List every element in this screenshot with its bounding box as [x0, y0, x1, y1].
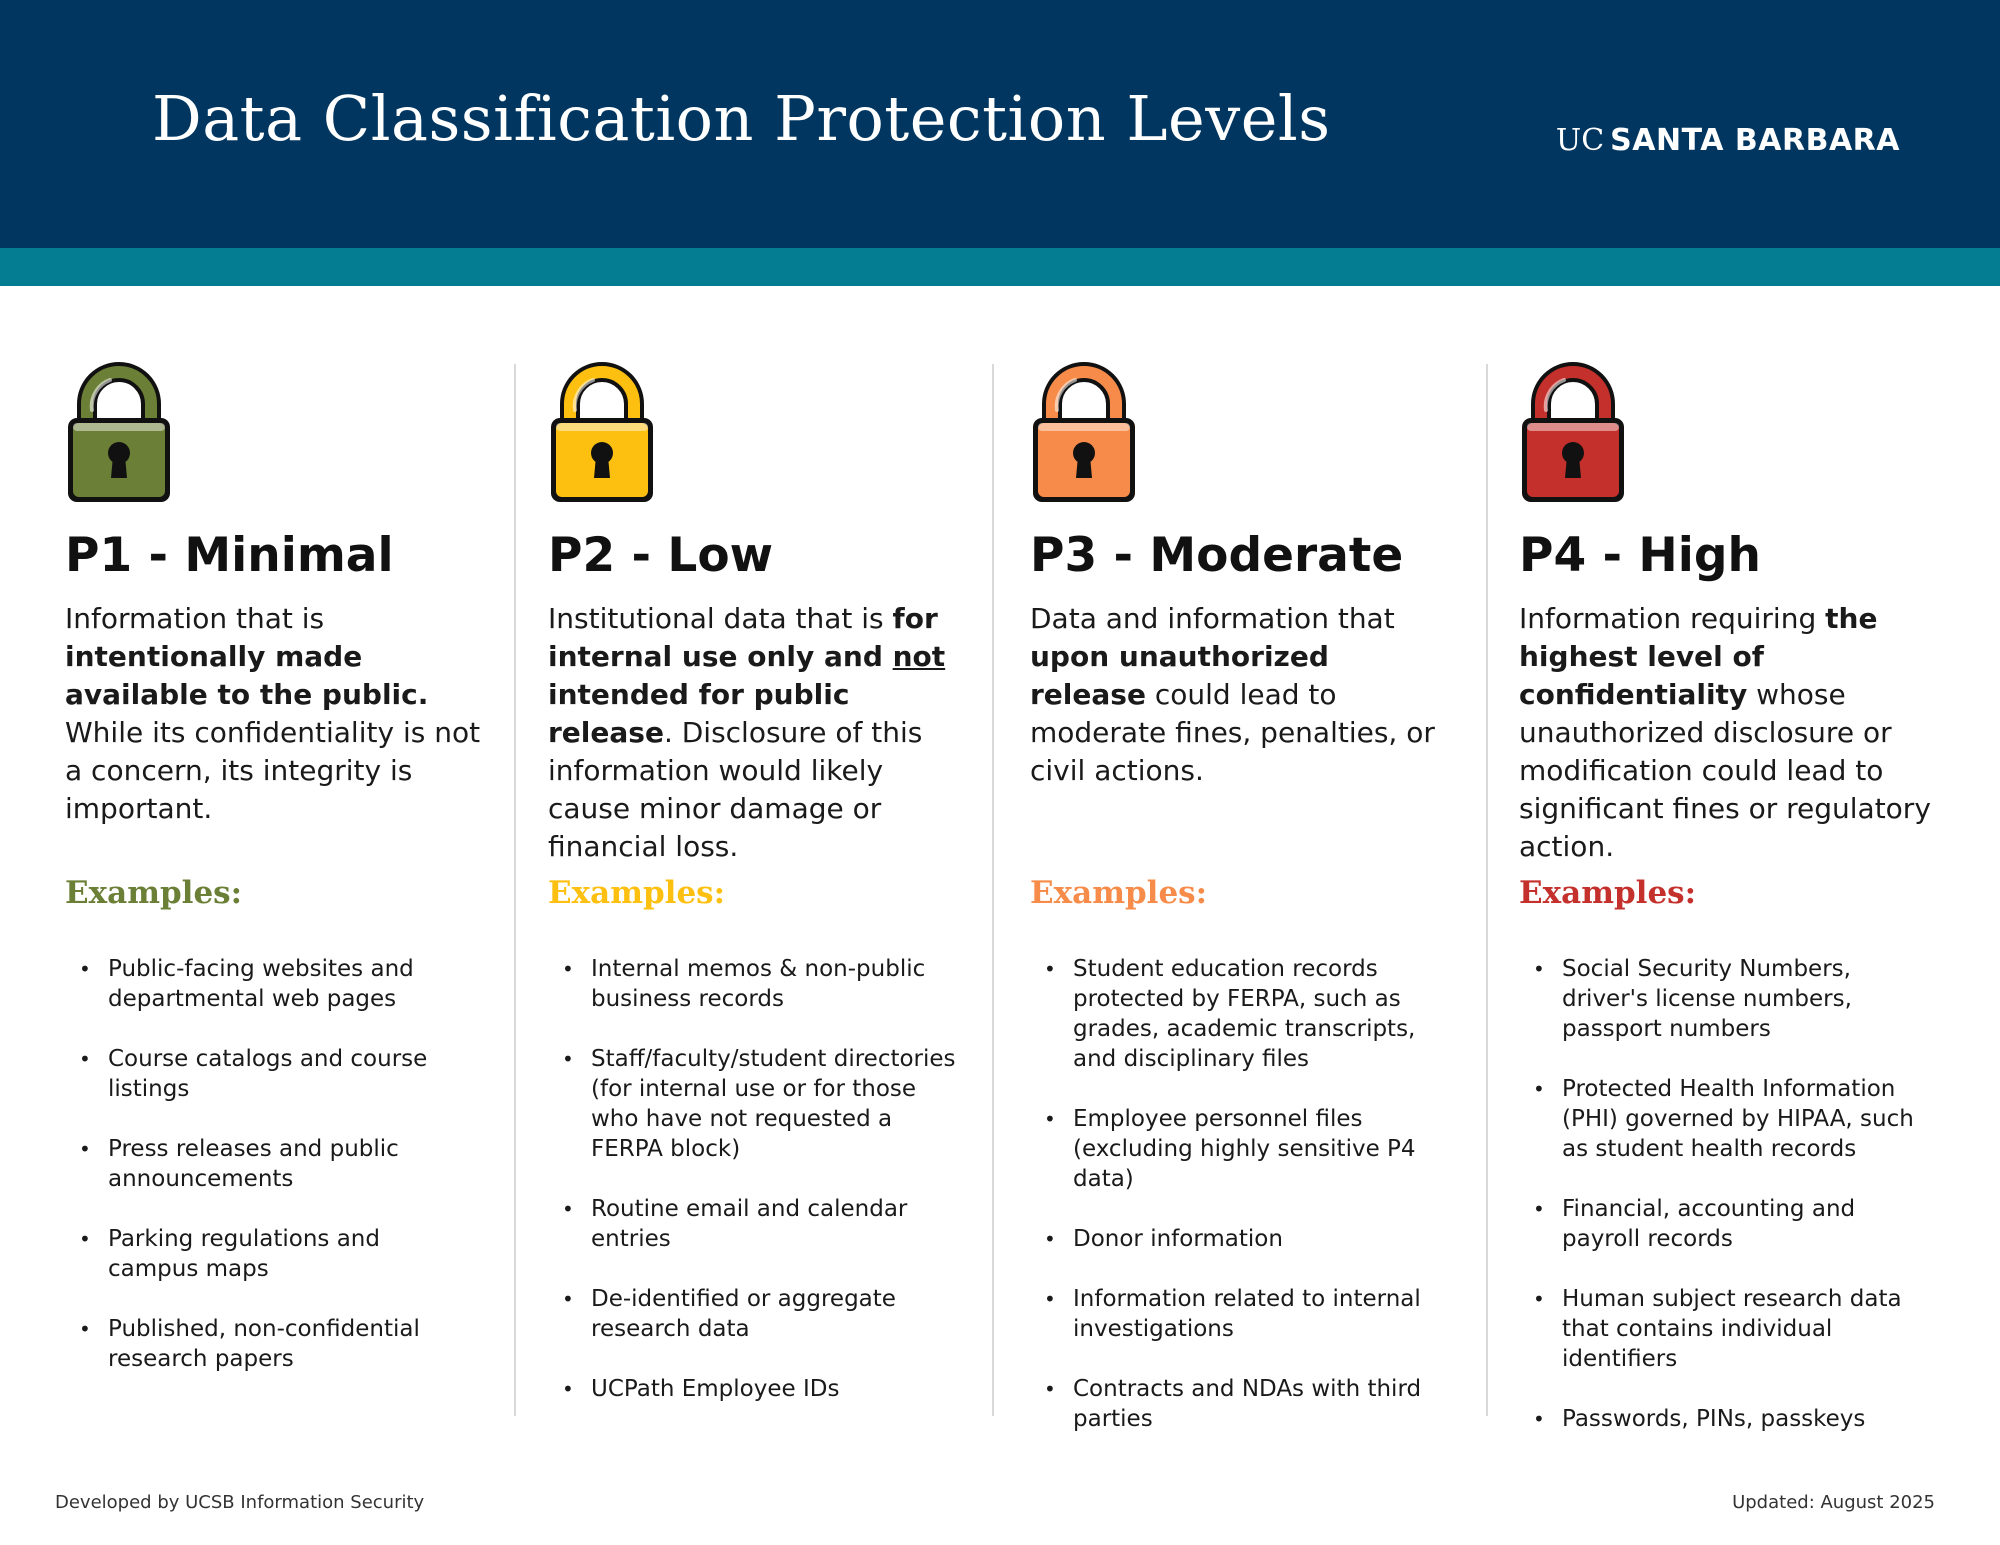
- level-title: P4 - High: [1519, 528, 1761, 583]
- footer-credit: Developed by UCSB Information Security: [55, 1492, 425, 1513]
- ucsb-logo: [1556, 123, 1900, 158]
- list-item: • Routine email and calendar entries: [548, 1194, 958, 1254]
- padlock-icon: [1519, 360, 1627, 504]
- list-item: • Social Security Numbers, driver's license numbers, passport numbers: [1519, 954, 1929, 1044]
- examples-heading: Examples:: [65, 875, 243, 911]
- description-run: intentionally made available to the public.: [65, 640, 429, 711]
- list-item: • Press releases and public announcements: [65, 1134, 475, 1194]
- examples-list: [65, 954, 475, 1404]
- page-title: Data Classification Protection Levels: [152, 82, 1331, 155]
- list-item: • Protected Health Information (PHI) governed by HIPAA, such as student health records: [1519, 1074, 1929, 1164]
- list-item: • Contracts and NDAs with third parties: [1030, 1374, 1440, 1434]
- logo-name-text: SANTA BARBARA: [1610, 123, 1900, 158]
- examples-list: [1519, 954, 1929, 1464]
- padlock-icon: [1030, 360, 1138, 504]
- description-run: could lead to moderate fines, penalties, or civil actions.: [1030, 678, 1435, 787]
- list-item: • Course catalogs and course listings: [65, 1044, 475, 1104]
- description-run: Institutional data that is: [548, 602, 893, 635]
- list-item: • Staff/faculty/student directories (for internal use or for those who have not requested a FERPA block): [548, 1044, 958, 1164]
- description-run: While its confidentiality is not a concern, its integrity is important.: [65, 716, 481, 825]
- description-run: Information requiring: [1519, 602, 1826, 635]
- list-item: • Parking regulations and campus maps: [65, 1224, 475, 1284]
- description-run: whose unauthorized disclosure or modification could lead to significant fines or regulatory action.: [1519, 678, 1931, 863]
- level-description: [65, 600, 485, 828]
- column-divider: [514, 364, 516, 1416]
- list-item: • Donor information: [1030, 1224, 1440, 1254]
- column-divider: [992, 364, 994, 1416]
- description-run: the highest level of confidentiality: [1519, 602, 1878, 711]
- description-run: Data and information that: [1030, 602, 1395, 635]
- list-item: • Student education records protected by FERPA, such as grades, academic transcripts, and disciplinary files: [1030, 954, 1440, 1074]
- level-description: [1519, 600, 1939, 866]
- level-title: P1 - Minimal: [65, 528, 394, 583]
- examples-heading: Examples:: [1030, 875, 1208, 911]
- list-item: • Financial, accounting and payroll records: [1519, 1194, 1929, 1254]
- description-run: Information that is: [65, 602, 325, 635]
- list-item: • Passwords, PINs, passkeys: [1519, 1404, 1929, 1434]
- level-title: P2 - Low: [548, 528, 774, 583]
- examples-list: [548, 954, 958, 1434]
- level-column-p2: [548, 360, 958, 1410]
- description-run: for internal use only and: [548, 602, 938, 673]
- examples-list: [1030, 954, 1440, 1464]
- list-item: • Information related to internal investigations: [1030, 1284, 1440, 1344]
- list-item: • De-identified or aggregate research data: [548, 1284, 958, 1344]
- list-item: • Internal memos & non-public business records: [548, 954, 958, 1014]
- level-description: [548, 600, 968, 866]
- level-description: [1030, 600, 1450, 790]
- header-banner: [0, 0, 2000, 248]
- padlock-icon: [548, 360, 656, 504]
- description-run: . Disclosure of this information would likely cause minor damage or financial loss.: [548, 716, 923, 863]
- list-item: • Published, non-confidential research papers: [65, 1314, 475, 1374]
- padlock-icon: [65, 360, 173, 504]
- description-run: not: [892, 640, 946, 673]
- level-column-p1: [65, 360, 481, 1410]
- footer-updated: Updated: August 2025: [1732, 1492, 1935, 1513]
- list-item: • Employee personnel files (excluding highly sensitive P4 data): [1030, 1104, 1440, 1194]
- level-column-p4: [1519, 360, 1931, 1432]
- examples-heading: Examples:: [548, 875, 726, 911]
- examples-heading: Examples:: [1519, 875, 1697, 911]
- list-item: • UCPath Employee IDs: [548, 1374, 958, 1404]
- description-run: upon unauthorized release: [1030, 640, 1329, 711]
- level-title: P3 - Moderate: [1030, 528, 1404, 583]
- list-item: • Public-facing websites and departmental web pages: [65, 954, 475, 1014]
- level-column-p3: [1030, 360, 1440, 1432]
- logo-uc-text: UC: [1555, 123, 1605, 158]
- description-run: intended for public release: [548, 678, 850, 749]
- column-divider: [1486, 364, 1488, 1416]
- accent-stripe: [0, 248, 2000, 286]
- list-item: • Human subject research data that contains individual identifiers: [1519, 1284, 1929, 1374]
